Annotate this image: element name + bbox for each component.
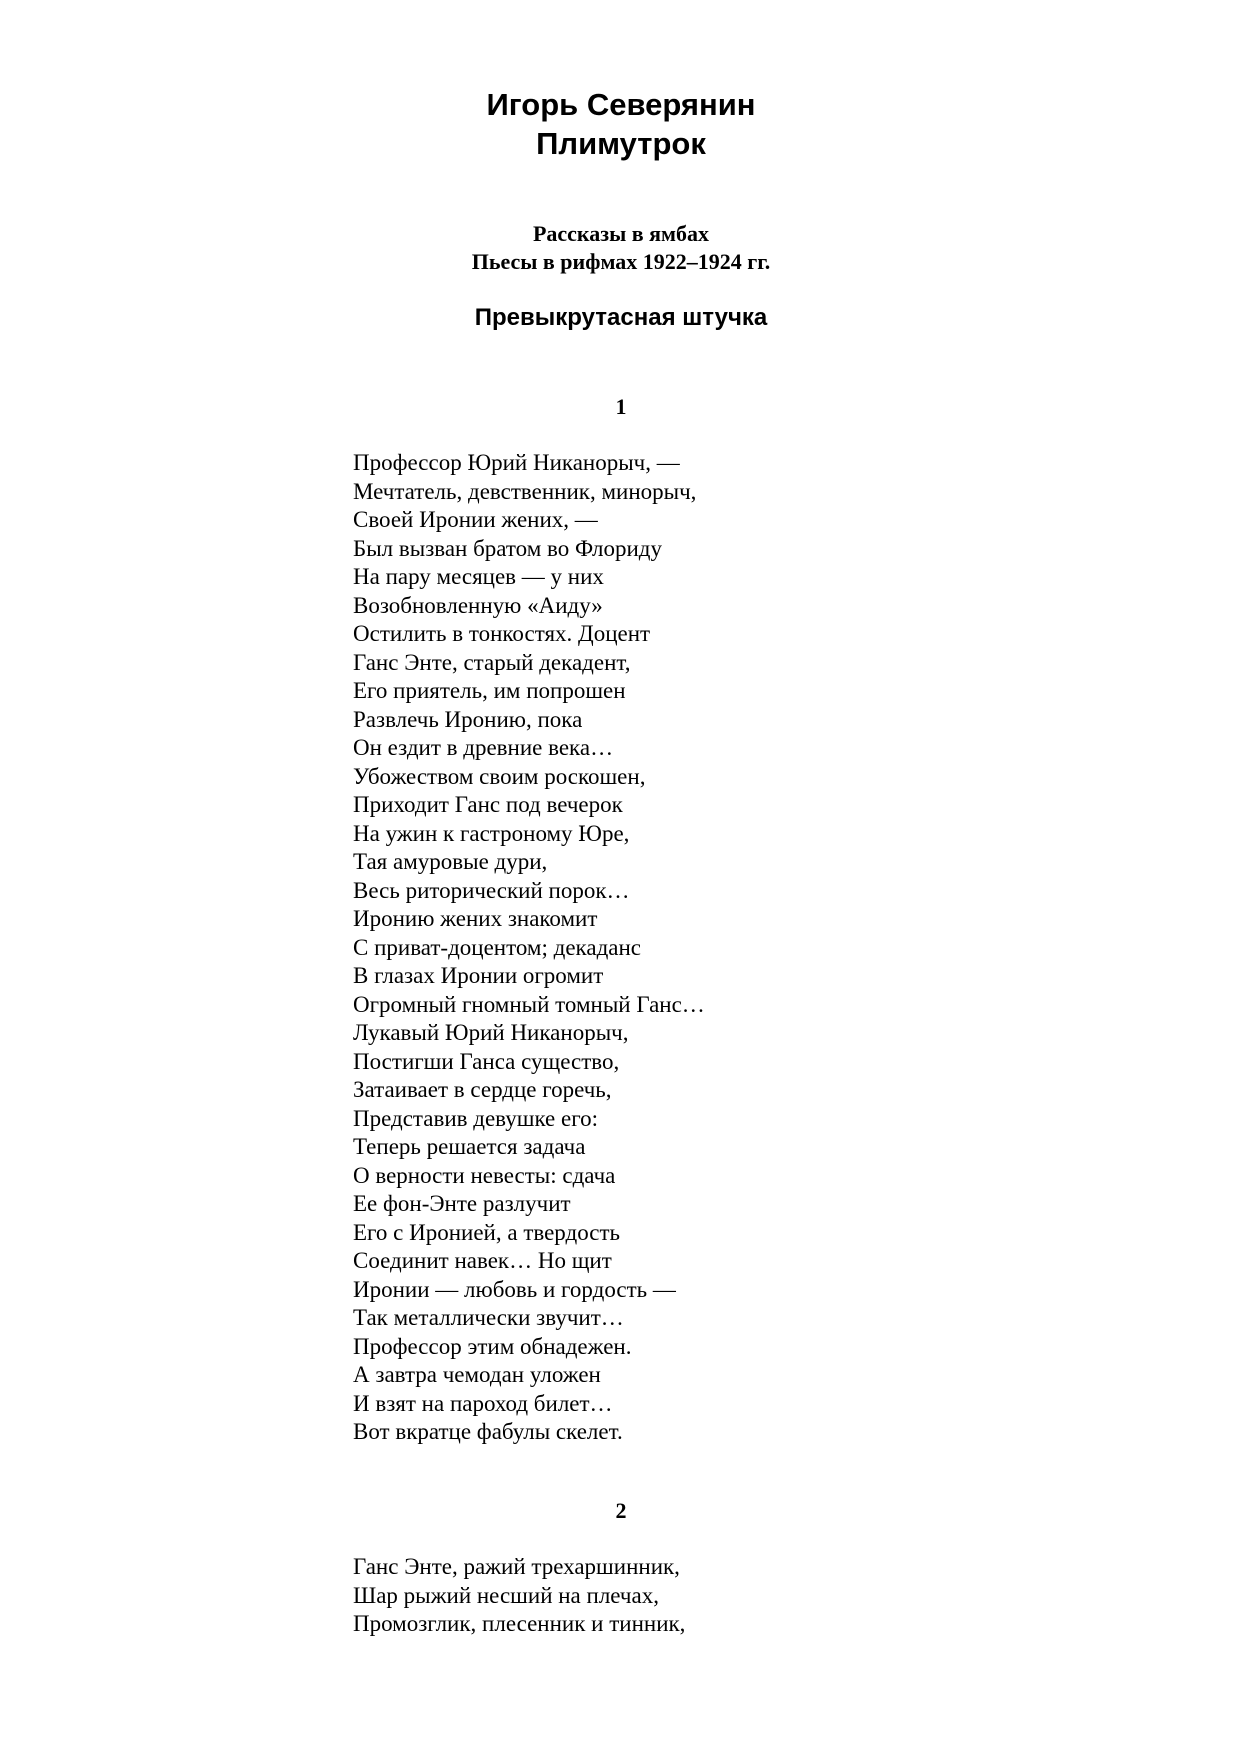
verse-line: Своей Иронии жених, — — [353, 507, 598, 532]
verse-line: А завтра чемодан уложен — [353, 1362, 601, 1387]
part-number: 2 — [615, 1498, 627, 1523]
subtitle-plays: Пьесы в рифмах 1922–1924 гг. — [471, 249, 771, 274]
verse-line: Так металлически звучит… — [353, 1305, 624, 1330]
verse-block — [353, 449, 705, 1447]
verse-line: Лукавый Юрий Никанорыч, — [353, 1020, 629, 1045]
author-name: Игорь Северянин — [486, 87, 756, 122]
verse-line: Мечтатель, девственник, минорыч, — [353, 478, 697, 504]
verse-line: Убожеством своим роскошен, — [353, 763, 646, 789]
verse-line: Профессор Юрий Никанорыч, — — [353, 450, 680, 475]
verse-line: И взят на пароход билет… — [353, 1390, 613, 1416]
book-title: Плимутрок — [536, 126, 706, 161]
verse-line: Возобновленную «Аиду» — [353, 592, 603, 618]
verse-line: Остилить в тонкостях. Доцент — [353, 621, 651, 646]
verse-line: Тая амуровые дури, — [353, 849, 548, 874]
verse-line: Развлечь Иронию, пока — [353, 706, 583, 732]
verse-line: Ее фон-Энте разлучит — [353, 1191, 571, 1216]
poem-title: Превыкрутасная штучка — [474, 304, 768, 331]
verse-line: В глазах Иронии огромит — [353, 963, 604, 988]
verse-line: Его приятель, им попрошен — [353, 678, 626, 703]
verse-line: Был вызван братом во Флориду — [353, 535, 663, 561]
subtitle-stories: Рассказы в ямбах — [532, 221, 710, 246]
verse-line: Профессор этим обнадежен. — [353, 1333, 632, 1359]
part-number: 1 — [615, 394, 627, 419]
verse-line: На пару месяцев — у них — [353, 564, 604, 589]
verse-line: Иронию жених знакомит — [353, 906, 598, 931]
verse-line: Его с Иронией, а твердость — [353, 1219, 621, 1245]
verse-line: Весь риторический порок… — [353, 877, 630, 903]
verse-line: О верности невесты: сдача — [353, 1162, 616, 1188]
verse-line: Иронии — любовь и гордость — — [353, 1276, 676, 1302]
verse-line: С приват-доцентом; декаданс — [353, 934, 641, 960]
verse-line: Огромный гномный томный Ганс… — [353, 991, 705, 1017]
verse-line: Представив девушке его: — [353, 1105, 598, 1131]
verse-line: Ганс Энте, старый декадент, — [353, 649, 631, 675]
verse-line: Шар рыжий несший на плечах, — [353, 1582, 659, 1608]
verse-line: Теперь решается задача — [353, 1134, 586, 1159]
verse-line: Затаивает в сердце горечь, — [353, 1077, 612, 1102]
verse-line: Приходит Ганс под вечерок — [353, 792, 623, 817]
verse-line: Промозглик, плесенник и тинник, — [353, 1611, 686, 1636]
verse-line: Он ездит в древние века… — [353, 735, 614, 760]
verse-line: На ужин к гастроному Юре, — [353, 820, 630, 846]
verse-line: Ганс Энте, ражий трехаршинник, — [353, 1554, 680, 1579]
verse-block — [353, 1553, 685, 1639]
verse-line: Соединит навек… Но щит — [353, 1248, 612, 1273]
verse-line: Постигши Ганса существо, — [353, 1048, 620, 1074]
verse-line: Вот вкратце фабулы скелет. — [353, 1419, 623, 1444]
